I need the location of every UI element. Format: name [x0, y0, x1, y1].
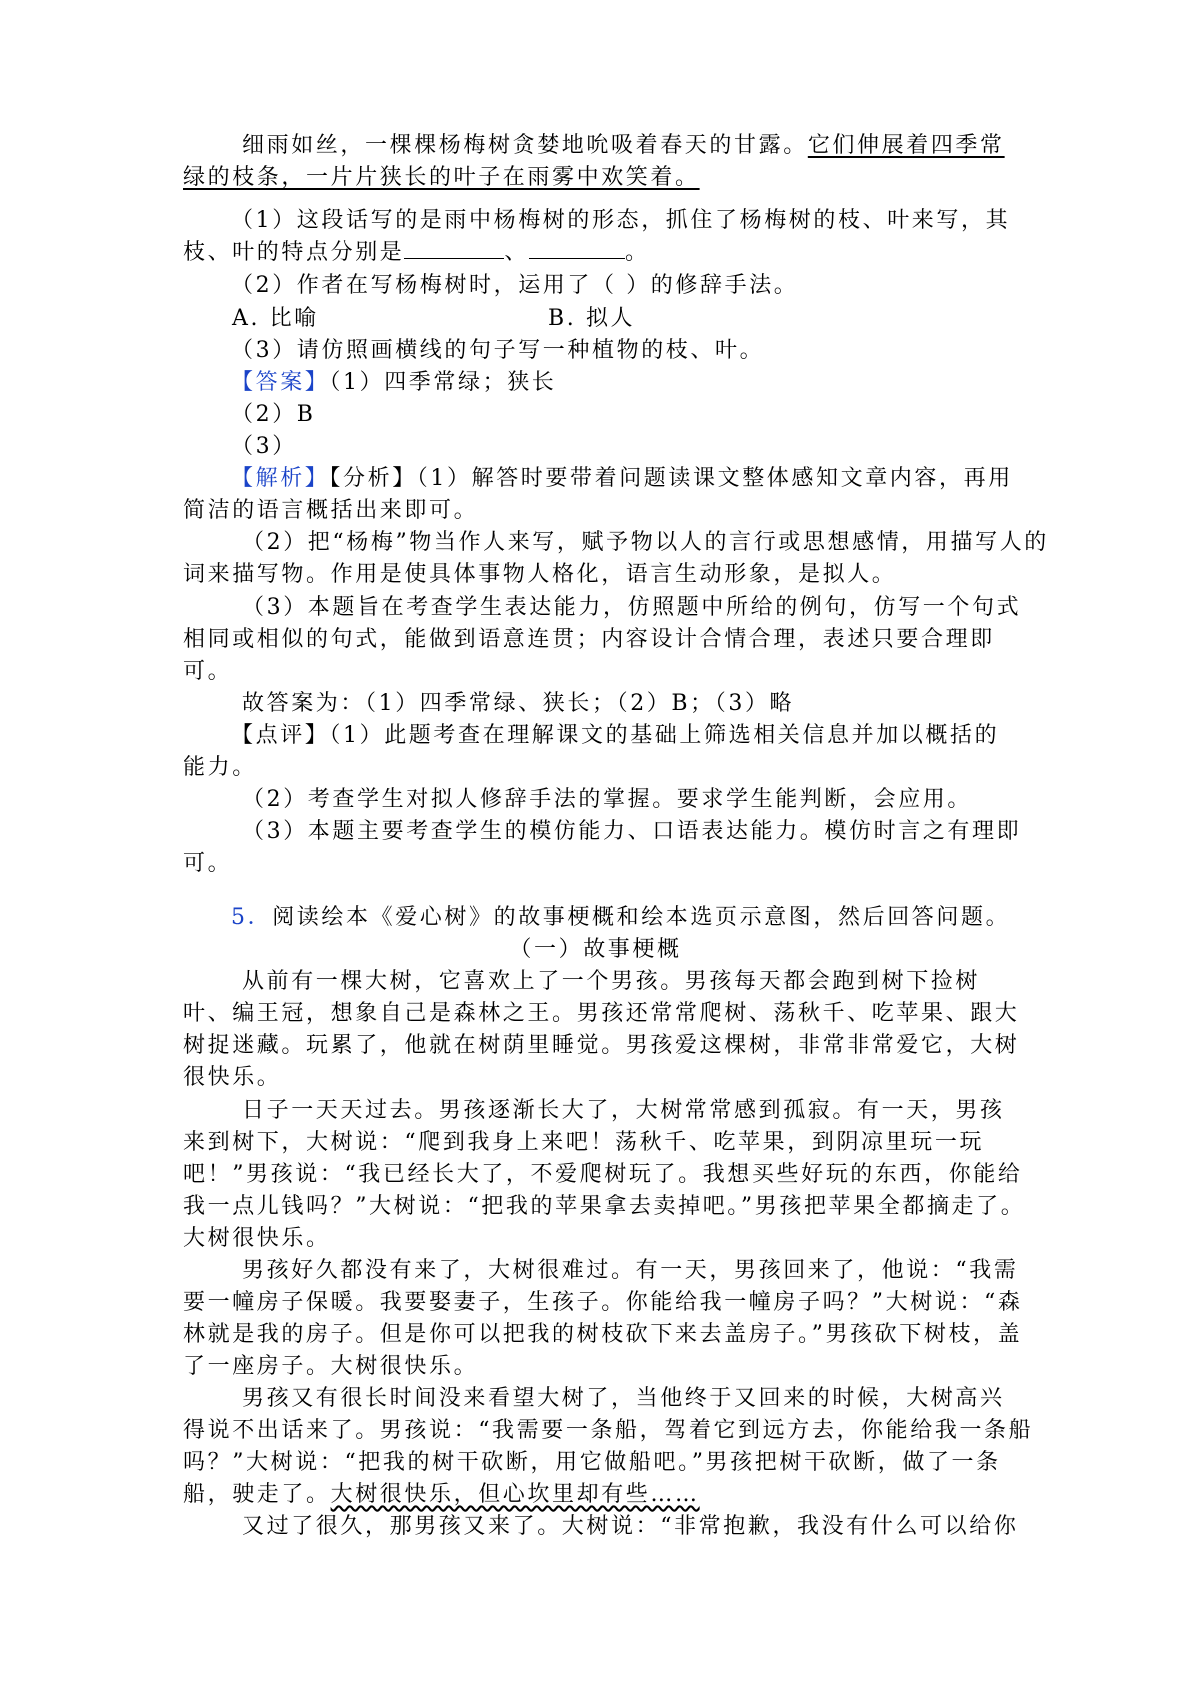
analysis-line: 简洁的语言概括出来即可。 — [183, 498, 479, 523]
story-line: 林就是我的房子。但是你可以把我的树枝砍下来去盖房子。”男孩砍下树枝，盖 — [183, 1322, 1023, 1347]
wavy-underlined-sentence: 大树很快乐，但心坎里却有些…… — [330, 1482, 700, 1507]
underlined-sentence: 它们伸展着四季常 — [807, 133, 1005, 158]
question-2-stem: （2）作者在写杨梅树时，运用了（ ）的修辞手法。 — [231, 273, 799, 298]
story-line: 叶、编王冠，想象自己是森林之王。男孩还常常爬树、荡秋千、吃苹果、跟大 — [183, 1001, 1020, 1026]
analysis-line: 相同或相似的句式，能做到语意连贯；内容设计合情合理，表述只要合理即 — [183, 627, 995, 652]
question-1-line: （1）这段话写的是雨中杨梅树的形态，抓住了杨梅树的枝、叶来写，其 — [231, 208, 1011, 233]
analysis-line: （3）本题主要考查学生的模仿能力、口语表达能力。模仿时言之有理即 — [242, 819, 1022, 844]
question-3-stem: （3）请仿照画横线的句子写一种植物的枝、叶。 — [231, 338, 765, 363]
analysis-line: （3）本题旨在考查学生表达能力，仿照题中所给的例句，仿写一个句式 — [242, 595, 1022, 620]
answer-blank[interactable] — [404, 238, 504, 259]
story-line: 从前有一棵大树，它喜欢上了一个男孩。男孩每天都会跑到树下捡树 — [242, 969, 981, 994]
story-line: 吗？”大树说：“把我的树干砍断，用它做船吧。”男孩把树干砍断，做了一条 — [183, 1450, 1001, 1475]
analysis-line: 【点评】（1）此题考查在理解课文的基础上筛选相关信息并加以概括的 — [231, 723, 1000, 748]
story-line: 要一幢房子保暖。我要娶妻子，生孩子。你能给我一幢房子吗？”大树说：“森 — [183, 1290, 1023, 1315]
answer-blank[interactable] — [529, 238, 625, 259]
passage-text: 细雨如丝，一棵棵杨梅树贪婪地吮吸着春天的甘露。 — [242, 133, 808, 158]
question-text: 枝、叶的特点分别是 — [183, 240, 405, 265]
underlined-sentence: 绿的枝条，一片片狭长的叶子在雨雾中欢笑着。 — [183, 165, 700, 190]
analysis-line: 故答案为：（1）四季常绿、狭长；（2）B；（3）略 — [242, 691, 795, 716]
story-line: 男孩好久都没有来了，大树很难过。有一天，男孩回来了，他说：“我需 — [242, 1258, 1019, 1283]
story-line: 很快乐。 — [183, 1065, 282, 1090]
story-line — [183, 1479, 1023, 1511]
answer-text: （1）四季常绿；狭长 — [329, 370, 557, 395]
answer-line — [231, 367, 1071, 399]
punctuation: 。 — [625, 240, 650, 265]
answer-line: （2）B — [231, 402, 316, 427]
story-line: 吧！”男孩说：“我已经长大了，不爱爬树玩了。我想买些好玩的东西，你能给 — [183, 1162, 1023, 1187]
story-line: 日子一天天过去。男孩逐渐长大了，大树常常感到孤寂。有一天，男孩 — [242, 1098, 1005, 1123]
story-line: 来到树下，大树说：“爬到我身上来吧！荡秋千、吃苹果，到阴凉里玩一玩 — [183, 1130, 985, 1155]
separator: 、 — [504, 240, 530, 265]
story-line: 又过了很久，那男孩又来了。大树说：“非常抱歉，我没有什么可以给你 — [242, 1514, 1019, 1539]
story-line: 男孩又有很长时间没来看望大树了，当他终于又回来的时候，大树高兴 — [242, 1386, 1005, 1411]
analysis-line: 能力。 — [183, 755, 257, 780]
analysis-line: 词来描写物。作用是使具体事物人格化，语言生动形象，是拟人。 — [183, 562, 897, 587]
question-5-stem — [231, 902, 1071, 934]
answer-tag: 【答案】 — [231, 370, 330, 395]
analysis-line: （2）考查学生对拟人修辞手法的掌握。要求学生能判断，会应用。 — [242, 787, 972, 812]
analysis-tag: 【解析】 — [231, 466, 330, 491]
question-number: 5． — [231, 905, 273, 930]
question-1-line — [183, 237, 1023, 269]
section-subtitle: （一）故事梗概 — [509, 937, 682, 962]
analysis-line: （2）把“杨梅”物当作人来写，赋予物以人的言行或思想感情，用描写人的 — [242, 530, 1049, 555]
story-line: 树捉迷藏。玩累了，他就在树荫里睡觉。男孩爱这棵树，非常非常爱它，大树 — [183, 1033, 1020, 1058]
passage-line — [242, 130, 1082, 162]
analysis-line — [231, 463, 1071, 495]
story-line: 了一座房子。大树很快乐。 — [183, 1354, 479, 1379]
option-a: A. 比喻 — [232, 306, 319, 331]
story-text: 船，驶走了。 — [183, 1482, 331, 1507]
story-line: 得说不出话来了。男孩说：“我需要一条船，驾着它到远方去，你能给我一条船 — [183, 1418, 1034, 1443]
option-b: B. 拟人 — [548, 306, 636, 331]
passage-line — [183, 162, 1023, 194]
question-text: 阅读绘本《爱心树》的故事梗概和绘本选页示意图，然后回答问题。 — [272, 905, 1011, 930]
story-line: 大树很快乐。 — [183, 1226, 331, 1251]
analysis-line: 可。 — [183, 659, 233, 684]
analysis-line: 可。 — [183, 851, 233, 876]
analysis-text: 【分析】（1）解答时要带着问题读课文整体感知文章内容，再用 — [329, 466, 1013, 491]
story-line: 我一点儿钱吗？”大树说：“把我的苹果拿去卖掉吧。”男孩把苹果全都摘走了。 — [183, 1194, 1026, 1219]
answer-line: （3） — [231, 434, 297, 459]
